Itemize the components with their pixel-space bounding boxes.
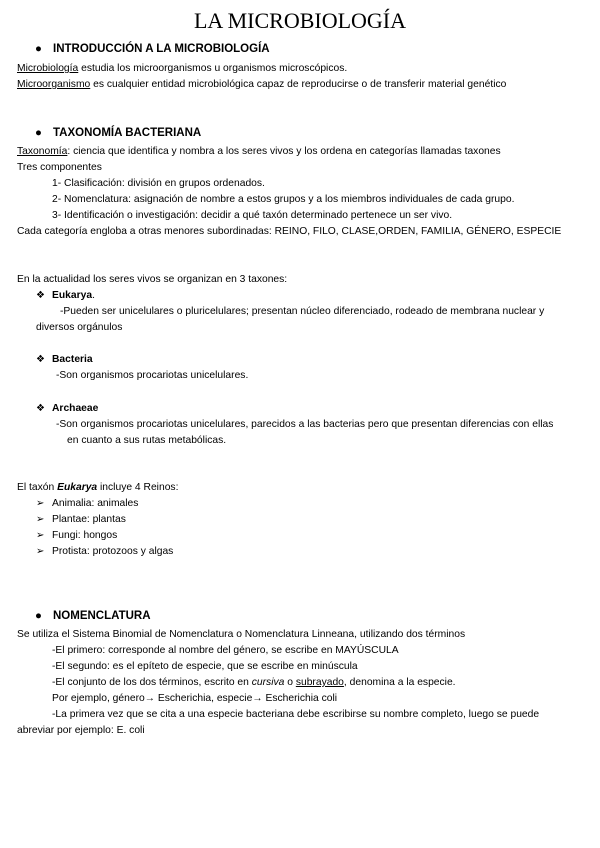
taxonomy-definition-text: : ciencia que identifica y nombra a los seres vivos y los ordena en categorías llamadas taxones <box>67 146 501 157</box>
kingdom-text: Animalia: animales <box>52 498 139 509</box>
intro-line-2 <box>17 78 506 91</box>
diamond-bullet-icon: ❖ <box>36 403 45 414</box>
taxon-name: Eukarya <box>52 290 93 301</box>
nomenclature-line: abreviar por ejemplo: E. coli <box>17 725 145 736</box>
taxon-desc-line: -Pueden ser unicelulares o pluricelulares; presentan núcleo diferenciado, rodeado de membrana nuclear y <box>60 306 545 317</box>
kingdom-item <box>36 545 173 558</box>
bullet-icon: ● <box>35 43 42 55</box>
taxon-desc-line: -Son organismos procariotas unicelulares. <box>56 370 249 381</box>
arrow-bullet-icon: ➢ <box>36 498 45 509</box>
term-microorganismo: Microorganismo <box>17 79 91 90</box>
kingdom-item <box>36 513 126 526</box>
kingdom-item <box>36 529 117 542</box>
taxon-name: Bacteria <box>52 354 93 365</box>
diamond-bullet-icon: ❖ <box>36 354 45 365</box>
diamond-bullet-icon: ❖ <box>36 290 45 301</box>
taxon-bacteria <box>36 353 93 366</box>
nomenclature-line <box>52 676 456 689</box>
component-item: 3- Identificación o investigación: decidir a qué taxón determinado pertenece un ser vivo. <box>52 210 453 221</box>
intro-line-1 <box>17 62 347 75</box>
section-heading-text: NOMENCLATURA <box>53 610 151 622</box>
bullet-icon: ● <box>35 610 42 622</box>
taxon-suffix: . <box>92 290 95 301</box>
term-microbiologia: Microbiología <box>17 63 79 74</box>
nomenclature-line: -El primero: corresponde al nombre del género, se escribe en MAYÚSCULA <box>52 645 399 656</box>
page-title: LA MICROBIOLOGÍA <box>193 8 407 33</box>
arrow-bullet-icon: ➢ <box>36 530 45 541</box>
third-em: cursiva <box>251 677 285 688</box>
third-post: , denomina a la especie. <box>343 677 456 688</box>
bullet-icon: ● <box>35 127 42 139</box>
components-intro: Tres componentes <box>17 162 102 173</box>
kingdoms-intro-post: incluye 4 Reinos: <box>97 482 179 493</box>
taxon-desc-line: en cuanto a sus rutas metabólicas. <box>67 435 227 446</box>
intro-line-1-text: estudia los microorganismos u organismos microscópicos. <box>78 63 348 74</box>
section-heading-nomenclature <box>35 609 151 623</box>
arrow-bullet-icon: ➢ <box>36 546 45 557</box>
taxon-eukarya <box>36 289 95 302</box>
taxon-desc-line: diversos orgánulos <box>36 322 123 333</box>
component-item: 2- Nomenclatura: asignación de nombre a estos grupos y a los miembros individuales de cada grupo. <box>52 194 515 205</box>
intro-line-2-text: es cualquier entidad microbiológica capaz de reproducirse o de transferir material genético <box>90 79 507 90</box>
taxon-archaeae <box>36 402 98 415</box>
kingdom-text: Fungi: hongos <box>52 530 118 541</box>
nomenclature-line: -La primera vez que se cita a una especie bacteriana debe escribirse su nombre completo, luego se puede <box>52 709 540 720</box>
term-taxonomia: Taxonomía <box>17 146 68 157</box>
taxonomy-definition <box>17 145 501 158</box>
third-pre: -El conjunto de los dos términos, escrito en <box>52 677 252 688</box>
taxa-intro: En la actualidad los seres vivos se organizan en 3 taxones: <box>17 274 288 285</box>
nomenclature-example: Por ejemplo, género→ Escherichia, especie→ Escherichia coli <box>52 693 338 704</box>
kingdoms-intro-pre: El taxón <box>17 482 58 493</box>
kingdom-item <box>36 497 138 510</box>
taxon-name: Archaeae <box>52 403 99 414</box>
nomenclature-line: -El segundo: es el epíteto de especie, que se escribe en minúscula <box>52 661 358 672</box>
kingdom-text: Protista: protozoos y algas <box>52 546 174 557</box>
nomenclature-intro: Se utiliza el Sistema Binomial de Nomenclatura o Nomenclatura Linneana, utilizando dos términos <box>17 629 466 640</box>
third-mid: o <box>284 677 296 688</box>
categories-line: Cada categoría engloba a otras menores subordinadas: REINO, FILO, CLASE,ORDEN, FAMILIA, GÉNERO, ESPECIE <box>17 226 562 237</box>
section-heading-text: INTRODUCCIÓN A LA MICROBIOLOGÍA <box>53 43 270 55</box>
taxon-desc-line: -Son organismos procariotas unicelulares, parecidos a las bacterias pero que presentan diferencias con ellas <box>56 419 554 430</box>
kingdoms-intro <box>17 481 178 494</box>
section-heading-taxonomy <box>35 126 201 140</box>
section-heading-intro <box>35 42 270 56</box>
kingdoms-intro-em: Eukarya <box>57 482 98 493</box>
section-heading-text: TAXONOMÍA BACTERIANA <box>53 127 202 139</box>
third-underline: subrayado <box>295 677 344 688</box>
component-item: 1- Clasificación: división en grupos ordenados. <box>52 178 265 189</box>
arrow-bullet-icon: ➢ <box>36 514 45 525</box>
kingdom-text: Plantae: plantas <box>52 514 126 525</box>
